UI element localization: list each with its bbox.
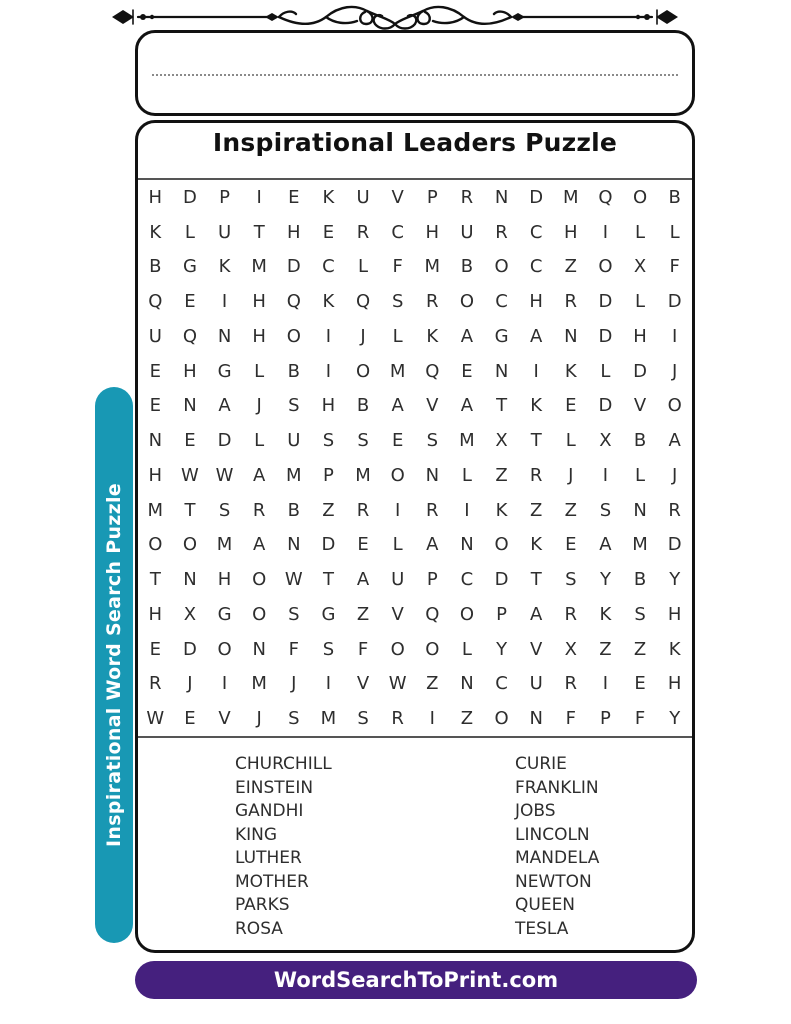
grid-letter: E xyxy=(149,395,161,417)
grid-letter: F xyxy=(669,256,680,278)
grid-letter: X xyxy=(495,430,508,452)
word-item: NEWTON xyxy=(515,871,592,892)
grid-letter: L xyxy=(461,638,472,660)
grid-letter: O xyxy=(425,638,440,660)
grid-letter: K xyxy=(530,534,543,556)
grid-letter: N xyxy=(460,673,474,695)
grid-letter: D xyxy=(183,638,197,660)
grid-letter: D xyxy=(667,291,682,313)
grid-letter: T xyxy=(253,221,265,243)
grid-letter: H xyxy=(148,186,163,208)
puzzle-title: Inspirational Leaders Puzzle xyxy=(212,128,618,157)
grid-letter: C xyxy=(495,673,508,695)
grid-letter: L xyxy=(461,464,472,486)
grid-letter: Z xyxy=(530,499,543,521)
word-item: QUEEN xyxy=(515,895,576,915)
grid-letter: U xyxy=(356,186,370,208)
grid-letter: A xyxy=(460,395,474,417)
name-write-line xyxy=(152,74,678,76)
grid-letter: I xyxy=(395,499,401,521)
grid-letter: O xyxy=(667,395,682,417)
grid-letter: Q xyxy=(425,603,440,625)
grid-letter: A xyxy=(253,534,266,556)
grid-letter: Y xyxy=(599,569,611,591)
grid-letter: B xyxy=(356,395,370,417)
grid-letter: E xyxy=(392,430,404,452)
grid-letter: T xyxy=(184,499,196,521)
grid-letter: L xyxy=(184,221,195,243)
grid-letter: D xyxy=(598,395,613,417)
grid-letter: M xyxy=(389,360,406,382)
grid-letter: H xyxy=(252,325,266,347)
grid-letter: R xyxy=(426,291,439,313)
grid-letter: K xyxy=(218,256,231,278)
grid-letter: Y xyxy=(496,638,508,660)
grid-letter: L xyxy=(392,534,403,556)
grid-letter: I xyxy=(429,708,435,730)
grid-letter: V xyxy=(633,395,647,417)
grid-letter: H xyxy=(217,569,232,591)
grid-letter: E xyxy=(565,534,577,556)
grid-letter: H xyxy=(252,291,266,313)
grid-letter: G xyxy=(217,360,232,382)
grid-letter: Z xyxy=(426,673,439,695)
grid-letter: J xyxy=(256,708,262,730)
grid-letter: H xyxy=(425,221,440,243)
decorative-flourish-border xyxy=(112,3,678,31)
grid-letter: R xyxy=(529,464,543,486)
grid-letter: J xyxy=(672,464,678,486)
grid-letter: H xyxy=(321,395,336,417)
grid-letter: L xyxy=(254,360,265,382)
grid-letter: F xyxy=(565,708,576,730)
grid-letter: D xyxy=(633,360,647,382)
word-item: CURIE xyxy=(515,754,567,774)
grid-letter: M xyxy=(632,534,648,556)
grid-letter: R xyxy=(149,673,162,695)
grid-letter: U xyxy=(287,430,301,452)
grid-letter: H xyxy=(529,291,543,313)
word-list xyxy=(138,753,692,941)
word-item: MOTHER xyxy=(235,871,309,892)
grid-letter: J xyxy=(672,360,678,382)
grid-letter: V xyxy=(218,708,231,730)
grid-letter: W xyxy=(146,708,165,730)
grid-letter: C xyxy=(391,221,404,243)
grid-letter: S xyxy=(599,499,612,521)
grid-letter: L xyxy=(565,430,576,452)
grid-letter: P xyxy=(426,569,438,591)
grid-letter: A xyxy=(530,603,543,625)
grid-letter: H xyxy=(183,360,197,382)
grid-letter: J xyxy=(568,464,574,486)
word-item: EINSTEIN xyxy=(235,777,314,798)
grid-letter: M xyxy=(216,534,233,556)
grid-letter: R xyxy=(564,603,578,625)
grid-letter: G xyxy=(494,325,509,347)
grid-letter: A xyxy=(253,464,266,486)
word-item: LINCOLN xyxy=(515,824,590,845)
grid-letter: W xyxy=(284,569,303,591)
grid-letter: L xyxy=(600,360,611,382)
grid-letter: V xyxy=(426,395,439,417)
grid-letter: L xyxy=(358,256,369,278)
grid-letter: J xyxy=(256,395,262,417)
word-item: ROSA xyxy=(235,918,283,939)
grid-letter: Z xyxy=(599,638,612,660)
grid-letter: D xyxy=(598,325,613,347)
grid-letter: F xyxy=(634,708,646,730)
grid-letter: E xyxy=(634,673,646,695)
grid-letter: T xyxy=(496,395,508,417)
grid-letter: O xyxy=(182,534,198,556)
grid-letter: S xyxy=(322,430,335,452)
grid-letter: S xyxy=(634,603,646,625)
footer-banner xyxy=(135,961,697,999)
grid-letter: H xyxy=(667,603,682,625)
grid-letter: I xyxy=(325,325,332,347)
grid-letter: E xyxy=(184,708,196,730)
grid-letter: C xyxy=(495,291,508,313)
grid-letter: I xyxy=(602,673,609,695)
grid-letter: H xyxy=(667,673,682,695)
grid-letter: K xyxy=(495,499,508,521)
grid-letter: Q xyxy=(182,325,198,347)
grid-letter: F xyxy=(392,256,403,278)
word-item: KING xyxy=(235,824,278,845)
grid-letter: B xyxy=(460,256,474,278)
grid-letter: O xyxy=(494,708,509,730)
grid-letter: V xyxy=(391,603,404,625)
grid-letter: Q xyxy=(355,291,371,313)
grid-letter: M xyxy=(459,430,475,452)
grid-letter: K xyxy=(149,221,162,243)
grid-letter: R xyxy=(564,291,578,313)
grid-letter: O xyxy=(390,464,405,486)
grid-letter: I xyxy=(602,464,609,486)
grid-letter: A xyxy=(426,534,439,556)
footer-site-label: WordSearchToPrint.com xyxy=(273,968,559,992)
grid-letter: G xyxy=(321,603,336,625)
grid-letter: R xyxy=(356,499,370,521)
grid-letter: K xyxy=(668,638,681,660)
grid-letter: D xyxy=(598,291,613,313)
grid-letter: D xyxy=(529,186,544,208)
grid-letter: D xyxy=(183,186,197,208)
grid-letter: Q xyxy=(286,291,301,313)
grid-letter: J xyxy=(291,673,297,695)
grid-letter: D xyxy=(667,534,682,556)
grid-letter: P xyxy=(600,708,611,730)
grid-letter: B xyxy=(287,360,300,382)
grid-letter: P xyxy=(323,464,334,486)
grid-letter: R xyxy=(564,673,578,695)
grid-letter: C xyxy=(529,221,543,243)
grid-letter: C xyxy=(460,569,474,591)
grid-letter: G xyxy=(217,603,232,625)
grid-letter: S xyxy=(357,708,369,730)
grid-letter: B xyxy=(149,256,162,278)
grid-letter: N xyxy=(529,708,543,730)
grid-letter: M xyxy=(355,464,371,486)
grid-letter: A xyxy=(356,569,370,591)
grid-letter: U xyxy=(391,569,405,591)
grid-letter: V xyxy=(391,186,404,208)
grid-letter: R xyxy=(668,499,681,521)
grid-letter: X xyxy=(183,603,197,625)
name-box xyxy=(135,30,695,116)
grid-letter: Z xyxy=(356,603,370,625)
grid-letter: U xyxy=(529,673,543,695)
grid-letter: O xyxy=(494,534,509,556)
grid-letter: O xyxy=(494,256,509,278)
grid-letter: U xyxy=(460,221,474,243)
grid-letter: A xyxy=(460,325,474,347)
grid-letter: K xyxy=(530,395,543,417)
grid-letter: U xyxy=(217,221,232,243)
grid-letter: H xyxy=(633,325,647,347)
grid-letter: S xyxy=(288,395,300,417)
word-item: PARKS xyxy=(235,895,290,915)
grid-letter: N xyxy=(148,430,163,452)
grid-letter: A xyxy=(599,534,612,556)
word-list-left xyxy=(138,753,415,941)
puzzle-card xyxy=(135,120,695,953)
grid-letter: I xyxy=(325,360,332,382)
grid-letter: B xyxy=(287,499,300,521)
grid-letter: D xyxy=(217,430,232,452)
grid-letter: B xyxy=(633,430,647,452)
grid-letter: J xyxy=(360,325,366,347)
grid-letter: O xyxy=(459,291,475,313)
grid-letter: W xyxy=(181,464,199,486)
grid-letter: F xyxy=(288,638,299,660)
grid-letter: K xyxy=(322,291,335,313)
grid-letter: E xyxy=(288,186,300,208)
grid-letter: O xyxy=(286,325,301,347)
grid-letter: L xyxy=(635,221,646,243)
grid-letter: A xyxy=(668,430,681,452)
grid-letter: V xyxy=(530,638,543,660)
grid-letter: R xyxy=(356,221,370,243)
grid-letter: Z xyxy=(564,256,577,278)
grid-letter: M xyxy=(147,499,164,521)
word-item: JOBS xyxy=(515,801,556,821)
grid-letter: W xyxy=(215,464,234,486)
grid-letter: A xyxy=(530,325,543,347)
grid-letter: E xyxy=(461,360,473,382)
grid-letter: B xyxy=(668,186,681,208)
grid-letter: N xyxy=(425,464,440,486)
grid-letter: S xyxy=(565,569,577,591)
grid-letter: C xyxy=(529,256,543,278)
grid-letter: K xyxy=(322,186,335,208)
grid-letter: O xyxy=(217,638,232,660)
sidebar-banner-label: Inspirational Word Search Puzzle xyxy=(103,483,125,847)
grid-letter: E xyxy=(184,291,196,313)
grid-letter: E xyxy=(149,360,161,382)
grid-letter: Y xyxy=(669,708,681,730)
grid-letter: Z xyxy=(460,708,474,730)
grid-letter: X xyxy=(633,256,647,278)
grid-letter: O xyxy=(252,569,267,591)
grid-letter: M xyxy=(424,256,441,278)
word-item: MANDELA xyxy=(515,848,600,868)
grid-letter: I xyxy=(464,499,470,521)
grid-letter: T xyxy=(149,569,161,591)
grid-letter: V xyxy=(356,673,370,695)
grid-letter: Z xyxy=(495,464,508,486)
grid-letter: I xyxy=(256,186,262,208)
grid-letter: N xyxy=(460,534,474,556)
grid-letter: R xyxy=(460,186,474,208)
grid-letter: P xyxy=(219,186,230,208)
grid-letter: A xyxy=(391,395,404,417)
grid-letter: S xyxy=(218,499,231,521)
grid-letter: H xyxy=(564,221,578,243)
grid-letter: M xyxy=(320,708,337,730)
grid-letter: N xyxy=(252,638,266,660)
grid-letter: N xyxy=(494,360,509,382)
grid-letter: J xyxy=(187,673,193,695)
grid-letter: M xyxy=(286,464,302,486)
grid-letter: A xyxy=(218,395,231,417)
grid-letter: M xyxy=(251,256,267,278)
grid-letter: S xyxy=(391,291,404,313)
sidebar-banner xyxy=(95,387,133,943)
grid-letter: L xyxy=(254,430,265,452)
grid-letter: I xyxy=(221,291,228,313)
grid-letter: T xyxy=(530,569,542,591)
grid-letter: C xyxy=(322,256,335,278)
grid-letter: O xyxy=(459,603,475,625)
grid-letter: I xyxy=(533,360,539,382)
grid-letter: O xyxy=(148,534,163,556)
grid-letter: H xyxy=(148,464,163,486)
grid-letter: E xyxy=(357,534,369,556)
grid-letter: I xyxy=(325,673,332,695)
grid-letter: N xyxy=(494,186,509,208)
grid-letter: N xyxy=(287,534,301,556)
grid-letter: T xyxy=(322,569,334,591)
grid-letter: N xyxy=(183,569,197,591)
grid-letter: Q xyxy=(598,186,613,208)
grid-letter: I xyxy=(602,221,609,243)
grid-letter: N xyxy=(217,325,232,347)
grid-letter: N xyxy=(183,395,197,417)
grid-letter: S xyxy=(288,603,300,625)
grid-letter: N xyxy=(633,499,647,521)
grid-letter: E xyxy=(184,430,196,452)
grid-letter: E xyxy=(322,221,335,243)
grid-letter: H xyxy=(287,221,301,243)
word-item: LUTHER xyxy=(235,848,302,868)
grid-letter: O xyxy=(252,603,267,625)
grid-letter: T xyxy=(530,430,542,452)
grid-letter: S xyxy=(288,708,300,730)
grid-letter: P xyxy=(426,186,438,208)
grid-letter: D xyxy=(321,534,336,556)
grid-letter: Q xyxy=(148,291,163,313)
grid-letter: O xyxy=(632,186,648,208)
grid-letter: P xyxy=(496,603,507,625)
grid-letter: X xyxy=(599,430,612,452)
grid-letter: L xyxy=(392,325,403,347)
grid-letter: O xyxy=(355,360,371,382)
word-item: TESLA xyxy=(515,918,569,939)
grid-letter: U xyxy=(148,325,162,347)
grid-letter: I xyxy=(221,673,228,695)
grid-letter: B xyxy=(633,569,647,591)
grid-letter: D xyxy=(286,256,301,278)
grid-letter: S xyxy=(426,430,439,452)
word-item: CHURCHILL xyxy=(235,754,332,774)
grid-letter: Z xyxy=(564,499,577,521)
grid-letter: G xyxy=(182,256,197,278)
grid-letter: Z xyxy=(322,499,335,521)
grid-letter: W xyxy=(388,673,407,695)
grid-letter: Q xyxy=(425,360,440,382)
grid-letter: M xyxy=(563,186,579,208)
word-item: GANDHI xyxy=(235,801,304,821)
grid-letter: Y xyxy=(669,569,681,591)
grid-letter: I xyxy=(672,325,678,347)
grid-letter: F xyxy=(357,638,369,660)
grid-letter: N xyxy=(564,325,578,347)
grid-letter: X xyxy=(564,638,577,660)
word-item: FRANKLIN xyxy=(515,777,599,798)
grid-letter: H xyxy=(148,603,163,625)
grid-letter: S xyxy=(357,430,369,452)
grid-letter: L xyxy=(635,464,646,486)
grid-letter: Z xyxy=(633,638,647,660)
grid-letter: R xyxy=(252,499,266,521)
grid-letter: E xyxy=(149,638,161,660)
grid-letter: K xyxy=(599,603,612,625)
grid-letter: L xyxy=(669,221,680,243)
grid-letter: S xyxy=(322,638,335,660)
grid-letter: O xyxy=(390,638,405,660)
grid-letter: E xyxy=(565,395,577,417)
letter-grid xyxy=(138,178,692,738)
grid-letter: K xyxy=(426,325,439,347)
grid-letter: D xyxy=(494,569,509,591)
grid-letter: R xyxy=(391,708,404,730)
grid-letter: L xyxy=(635,291,646,313)
grid-letter: M xyxy=(251,673,267,695)
word-list-right xyxy=(415,753,692,941)
grid-letter: K xyxy=(564,360,577,382)
grid-letter: R xyxy=(426,499,439,521)
grid-letter: R xyxy=(495,221,508,243)
grid-letter: O xyxy=(598,256,613,278)
